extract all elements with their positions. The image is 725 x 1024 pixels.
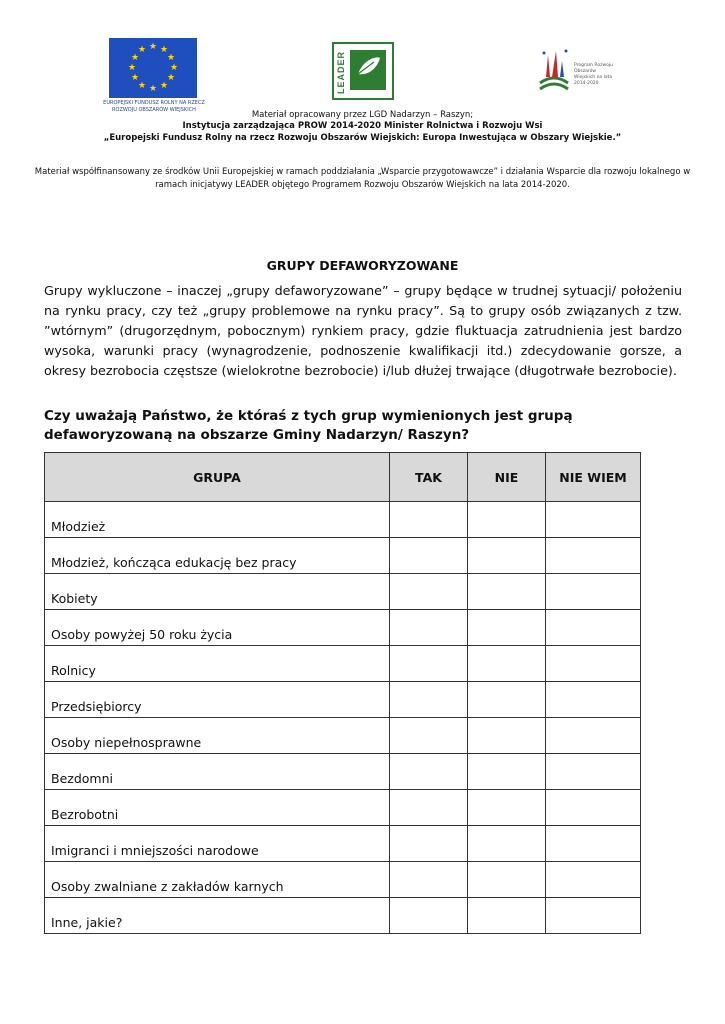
answer-dont-know-cell[interactable] bbox=[546, 682, 641, 718]
answer-dont-know-cell[interactable] bbox=[546, 790, 641, 826]
table-row bbox=[45, 574, 641, 610]
prow-emblem-icon bbox=[534, 43, 574, 97]
answer-no-cell[interactable] bbox=[468, 718, 546, 754]
answer-dont-know-cell[interactable] bbox=[546, 862, 641, 898]
answer-yes-cell[interactable] bbox=[390, 898, 468, 934]
answer-dont-know-cell[interactable] bbox=[546, 826, 641, 862]
cofinancing-note: Materiał współfinansowany ze środków Unii Europejskiej w ramach poddziałania „Wsparcie przygotowawcze” i działania Wsparcie dla rozwoju lokalnego w ramach inicjatywy LEADER objętego Programem Rozwoju Obszarów Wiejskich na lata 2014-2020. bbox=[34, 167, 691, 190]
survey-table bbox=[44, 452, 641, 934]
answer-yes-cell[interactable] bbox=[390, 790, 468, 826]
answer-dont-know-cell[interactable] bbox=[546, 502, 641, 538]
answer-no-cell[interactable] bbox=[468, 646, 546, 682]
answer-no-cell[interactable] bbox=[468, 754, 546, 790]
answer-dont-know-cell[interactable] bbox=[546, 538, 641, 574]
answer-yes-cell[interactable] bbox=[390, 754, 468, 790]
eu-caption-line1: EUROPEJSKI FUNDUSZ ROLNY NA RZECZ bbox=[103, 100, 205, 106]
table-row bbox=[45, 790, 641, 826]
table-row bbox=[45, 718, 641, 754]
managing-institution-line: Instytucja zarządzająca PROW 2014-2020 Minister Rolnictwa i Rozwoju Wsi bbox=[182, 121, 543, 131]
table-row bbox=[45, 610, 641, 646]
answer-yes-cell[interactable] bbox=[390, 862, 468, 898]
answer-no-cell[interactable] bbox=[468, 538, 546, 574]
prow-logo bbox=[534, 43, 616, 97]
table-row bbox=[45, 862, 641, 898]
group-label: Młodzież, kończąca edukację bez pracy bbox=[45, 538, 390, 574]
survey-question: Czy uważają Państwo, że któraś z tych grup wymienionych jest grupą defaworyzowaną na obszarze Gminy Nadarzyn/ Raszyn? bbox=[44, 408, 573, 443]
answer-no-cell[interactable] bbox=[468, 574, 546, 610]
group-label: Bezrobotni bbox=[45, 790, 390, 826]
answer-dont-know-cell[interactable] bbox=[546, 574, 641, 610]
answer-dont-know-cell[interactable] bbox=[546, 754, 641, 790]
table-header-row bbox=[45, 453, 641, 502]
answer-no-cell[interactable] bbox=[468, 610, 546, 646]
table-row bbox=[45, 754, 641, 790]
answer-dont-know-cell[interactable] bbox=[546, 610, 641, 646]
answer-yes-cell[interactable] bbox=[390, 610, 468, 646]
header-yes: TAK bbox=[390, 453, 468, 502]
answer-yes-cell[interactable] bbox=[390, 574, 468, 610]
group-label: Osoby niepełnosprawne bbox=[45, 718, 390, 754]
group-label: Rolnicy bbox=[45, 646, 390, 682]
group-label: Młodzież bbox=[45, 502, 390, 538]
answer-dont-know-cell[interactable] bbox=[546, 898, 641, 934]
answer-yes-cell[interactable] bbox=[390, 682, 468, 718]
answer-dont-know-cell[interactable] bbox=[546, 646, 641, 682]
page-title: GRUPY DEFAWORYZOWANE bbox=[266, 258, 459, 273]
answer-yes-cell[interactable] bbox=[390, 502, 468, 538]
group-label: Przedsiębiorcy bbox=[45, 682, 390, 718]
header-dont-know: NIE WIEM bbox=[546, 453, 641, 502]
answer-yes-cell[interactable] bbox=[390, 538, 468, 574]
header-group: GRUPA bbox=[45, 453, 390, 502]
answer-no-cell[interactable] bbox=[468, 826, 546, 862]
answer-no-cell[interactable] bbox=[468, 898, 546, 934]
leader-logo bbox=[332, 42, 394, 100]
fund-motto-line: „Europejski Fundusz Rolny na rzecz Rozwoju Obszarów Wiejskich: Europa Inwestująca w Obszary Wiejskie.” bbox=[103, 133, 622, 143]
answer-no-cell[interactable] bbox=[468, 862, 546, 898]
prepared-by-line: Materiał opracowany przez LGD Nadarzyn – Raszyn; bbox=[251, 110, 474, 120]
eu-caption-line2: ROZWOJU OBSZARÓW WIEJSKICH bbox=[112, 107, 196, 113]
leader-wordmark: LEADER bbox=[336, 50, 346, 94]
eu-flag-icon: ★ ★ ★ ★ ★ ★ ★ ★ ★ ★ ★ ★ bbox=[109, 38, 197, 98]
answer-no-cell[interactable] bbox=[468, 682, 546, 718]
group-label: Kobiety bbox=[45, 574, 390, 610]
table-row bbox=[45, 502, 641, 538]
answer-dont-know-cell[interactable] bbox=[546, 718, 641, 754]
answer-yes-cell[interactable] bbox=[390, 646, 468, 682]
answer-no-cell[interactable] bbox=[468, 502, 546, 538]
group-label: Osoby zwalniane z zakładów karnych bbox=[45, 862, 390, 898]
table-row bbox=[45, 898, 641, 934]
group-label: Inne, jakie? bbox=[45, 898, 390, 934]
intro-paragraph: Grupy wykluczone – inaczej „grupy defaworyzowane” – grupy będące w trudnej sytuacji/ położeniu na rynku pracy, czy też „grupy problemowe na rynku pracy”. Są to grupy osób związanych z tzw. ”wtórnym” (drugorzędnym, pobocznym) rynkiem pracy, gdzie fluktuacja zatrudnienia jest bardzo wysoka, warunki pracy (wynagrodzenie, podnoszenie kwalifikacji itd.) zdecydowanie gorsze, a okresy bezrobocia częstsze (wielokrotne bezrobocie) i/lub dłużej trwające (długotrwałe bezrobocie). bbox=[44, 283, 682, 378]
table-row bbox=[45, 646, 641, 682]
table-row bbox=[45, 826, 641, 862]
prow-caption: Program Rozwoju Obszarów Wiejskich na lata 2014-2020 bbox=[574, 63, 613, 86]
leader-leaf-icon bbox=[334, 44, 392, 98]
answer-yes-cell[interactable] bbox=[390, 718, 468, 754]
table-row bbox=[45, 682, 641, 718]
answer-yes-cell[interactable] bbox=[390, 826, 468, 862]
group-label: Osoby powyżej 50 roku życia bbox=[45, 610, 390, 646]
group-label: Bezdomni bbox=[45, 754, 390, 790]
answer-no-cell[interactable] bbox=[468, 790, 546, 826]
table-row bbox=[45, 538, 641, 574]
group-label: Imigranci i mniejszości narodowe bbox=[45, 826, 390, 862]
header-no: NIE bbox=[468, 453, 546, 502]
